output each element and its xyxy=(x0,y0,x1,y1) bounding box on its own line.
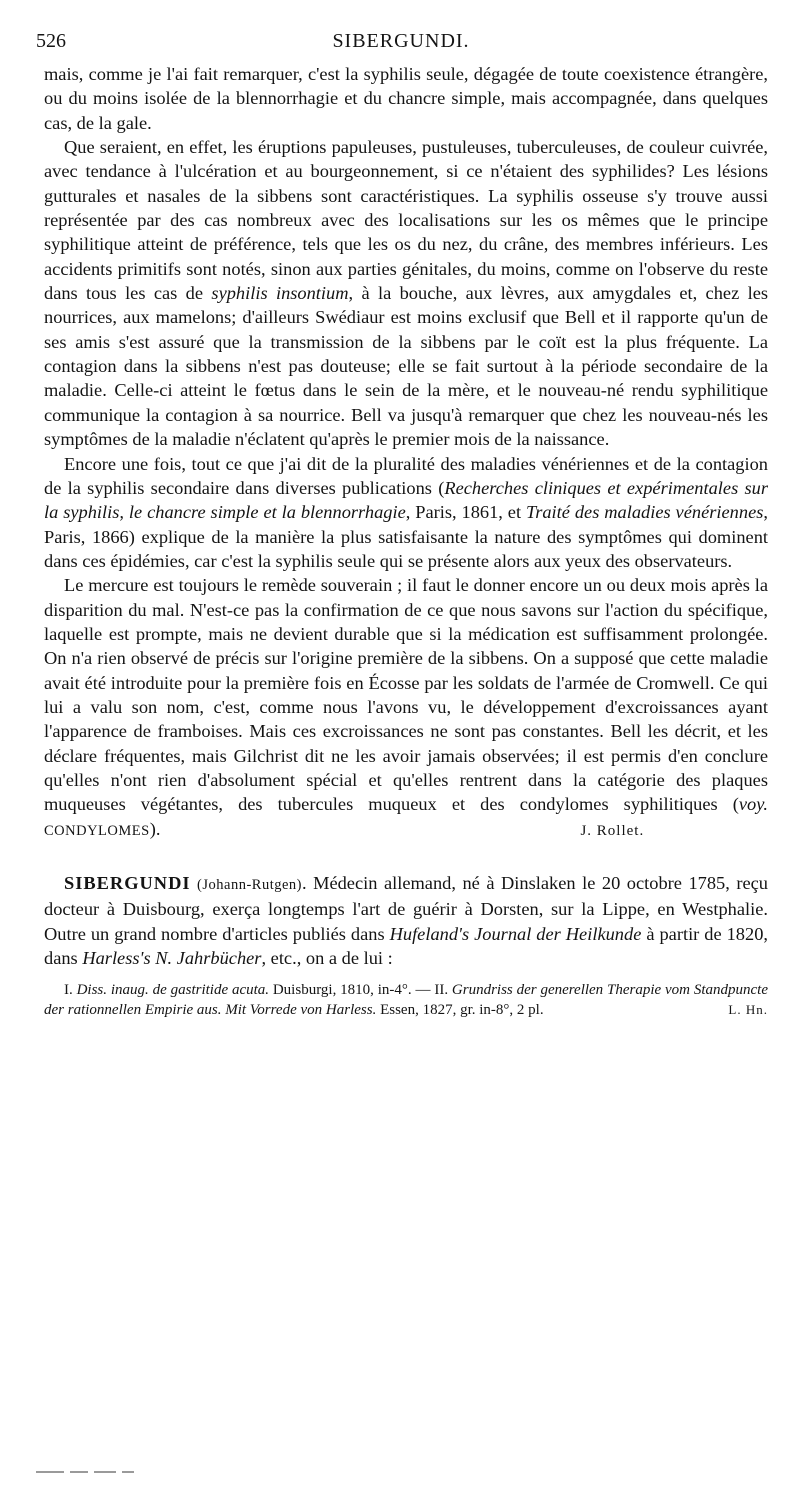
paragraph-text: . Médecin allemand, né à Dinslaken le 20 octobre 1785, reçu docteur à Duisbourg, exerça longtemps l'art de guérir à Dorsten, sur la Lippe, en Westphalie. Outre un grand nombre d'articles publiés dans xyxy=(44,873,768,944)
footer-mark xyxy=(94,1471,116,1473)
entry-name: (Johann-Rutgen) xyxy=(197,877,302,893)
page-body xyxy=(44,62,768,1020)
paragraph-mercury xyxy=(44,573,768,843)
paragraph-text: , à la bouche, aux lèvres, aux amygdales et, chez les nourrices, aux mamelons; d'ailleurs Swédiaur est moins exclusif que Bell et il rapporte qu'un de ses amis s'est assuré que la transmission de la sibbens par le coït est la plus fréquente. La contagion dans la sibbens n'est pas douteuse; elle se fait surtout à la période secondaire de la maladie. Celle-ci atteint le fœtus dans le sein de la mère, et le nouveau-né rendu syphilitique communique la contagion à sa nourrice. Bell va jusqu'à remarquer que chez les nouveau-nés les symptômes de la maladie n'éclatent qu'après le premier mois de la naissance. xyxy=(44,283,769,450)
page-header xyxy=(36,30,766,60)
paragraph-text: Le mercure est toujours le remède souverain ; il faut le donner encore un ou deux mois après la disparition du mal. N'est-ce pas la confirmation de ce que nous savons sur l'action du spécifique, laquelle est prompte, mais ne devient durable que si la médication est suffisamment prolongée. On n'a rien observé de précis sur l'origine première de la sibbens. On a supposé que cette maladie avait été introduite pour la première fois en Écosse par les soldats de l'armée de Cromwell. Ce qui lui a valu son nom, c'est, comme nous l'avons vu, le développement d'excroissances ayant l'apparence de framboises. Mais ces excroissances ne sont pas constantes. Bell les décrit, et les déclare fréquentes, mais Gilchrist dit ne les avoir jamais observées; il est permis d'en conclure qu'elles n'ont rien d'absolument spécial et qu'elles rentrent dans la catégorie des plaques muqueuses végétantes, des tubercules muqueux et des condylomes syphilitiques ( xyxy=(44,575,768,815)
paragraph-plurality xyxy=(44,452,768,574)
footer-mark xyxy=(70,1471,88,1473)
italic-title: Diss. inaug. de gastritide acuta. xyxy=(76,982,270,999)
paragraph-eruptions xyxy=(44,135,768,451)
italic-title: Grundriss der generellen Therapie vom Standpuncte der rationnellen Empirie aus. Mit Vorrede von Harless. xyxy=(44,982,768,1019)
italic-title: Hufeland's Journal der Heilkunde xyxy=(389,923,642,944)
paragraph-text: mais, comme je l'ai fait remarquer, c'est la syphilis seule, dégagée de toute coexistence étrangère, ou du moins isolée de la blennorrhagie et du chancre simple, mais accompagnée, dans quelques cas, de la gale. xyxy=(44,64,768,133)
biblio-text: Essen, 1827, gr. in-8°, 2 pl. xyxy=(376,1002,544,1019)
paragraph-continuation xyxy=(44,62,768,135)
italic-term: syphilis insontium xyxy=(211,283,349,304)
paragraph-text: Encore une fois, tout ce que j'ai dit de la pluralité des maladies vénériennes et de la contagion de la syphilis secondaire dans diverses publications ( xyxy=(44,453,768,498)
paragraph-text: ). xyxy=(149,818,161,839)
biblio-text: Duisburgi, 1810, in-4°. — II. xyxy=(269,982,452,999)
italic-title: Recherches cliniques et expérimentales sur la syphilis, le chancre simple et la blennorrhagie xyxy=(44,477,768,523)
entry-sibergundi xyxy=(44,871,768,970)
entry-headword: SIBERGUNDI xyxy=(64,873,191,893)
italic-title: Harless's N. Jahrbücher xyxy=(82,948,262,969)
italic-term: voy. xyxy=(738,794,768,815)
paragraph-text: , Paris, 1866) explique de la manière la plus satisfaisante la nature des symptômes qui dominent dans ces épidémies, car c'est la syphilis seule qui se présente alors aux yeux des observateurs. xyxy=(44,502,768,571)
footer-mark xyxy=(36,1471,64,1473)
paragraph-text: , etc., on a de lui : xyxy=(261,948,393,969)
bibliography xyxy=(44,980,768,1020)
paragraph-text: , Paris, 1861, et xyxy=(405,502,526,523)
paragraph-text: Que seraient, en effet, les éruptions papuleuses, pustuleuses, tuberculeuses, de couleur cuivrée, avec tendance à l'ulcération et au bourgeonnement, si ce n'étaient des syphilides? Les lésions gutturales et nasales de la sibbens sont caractéristiques. La syphilis osseuse s'y trouve aussi représentée par des cas nombreux avec des localisations sur les os mêmes que le principe syphilitique atteint de préférence, tels que les os du nez, du crâne, des membres inférieurs. Les accidents primitifs sont notés, sinon aux parties génitales, du moins, comme on l'observe du reste dans tous les cas de xyxy=(44,137,768,304)
small-caps-term: CONDYLOMES xyxy=(44,822,150,839)
section-gap xyxy=(44,843,768,871)
paragraph-text: à partir de 1820, dans xyxy=(44,923,768,969)
biblio-signature: L. Hn. xyxy=(728,1002,768,1018)
biblio-number: I. xyxy=(64,982,77,999)
italic-title: Traité des maladies vénériennes xyxy=(525,502,764,523)
footer-marks xyxy=(36,1463,236,1469)
footer-mark xyxy=(122,1471,134,1473)
author-signature: J. Rollet. xyxy=(580,822,645,839)
running-head: SIBERGUNDI. xyxy=(332,30,470,52)
page-number: 526 xyxy=(36,30,66,52)
